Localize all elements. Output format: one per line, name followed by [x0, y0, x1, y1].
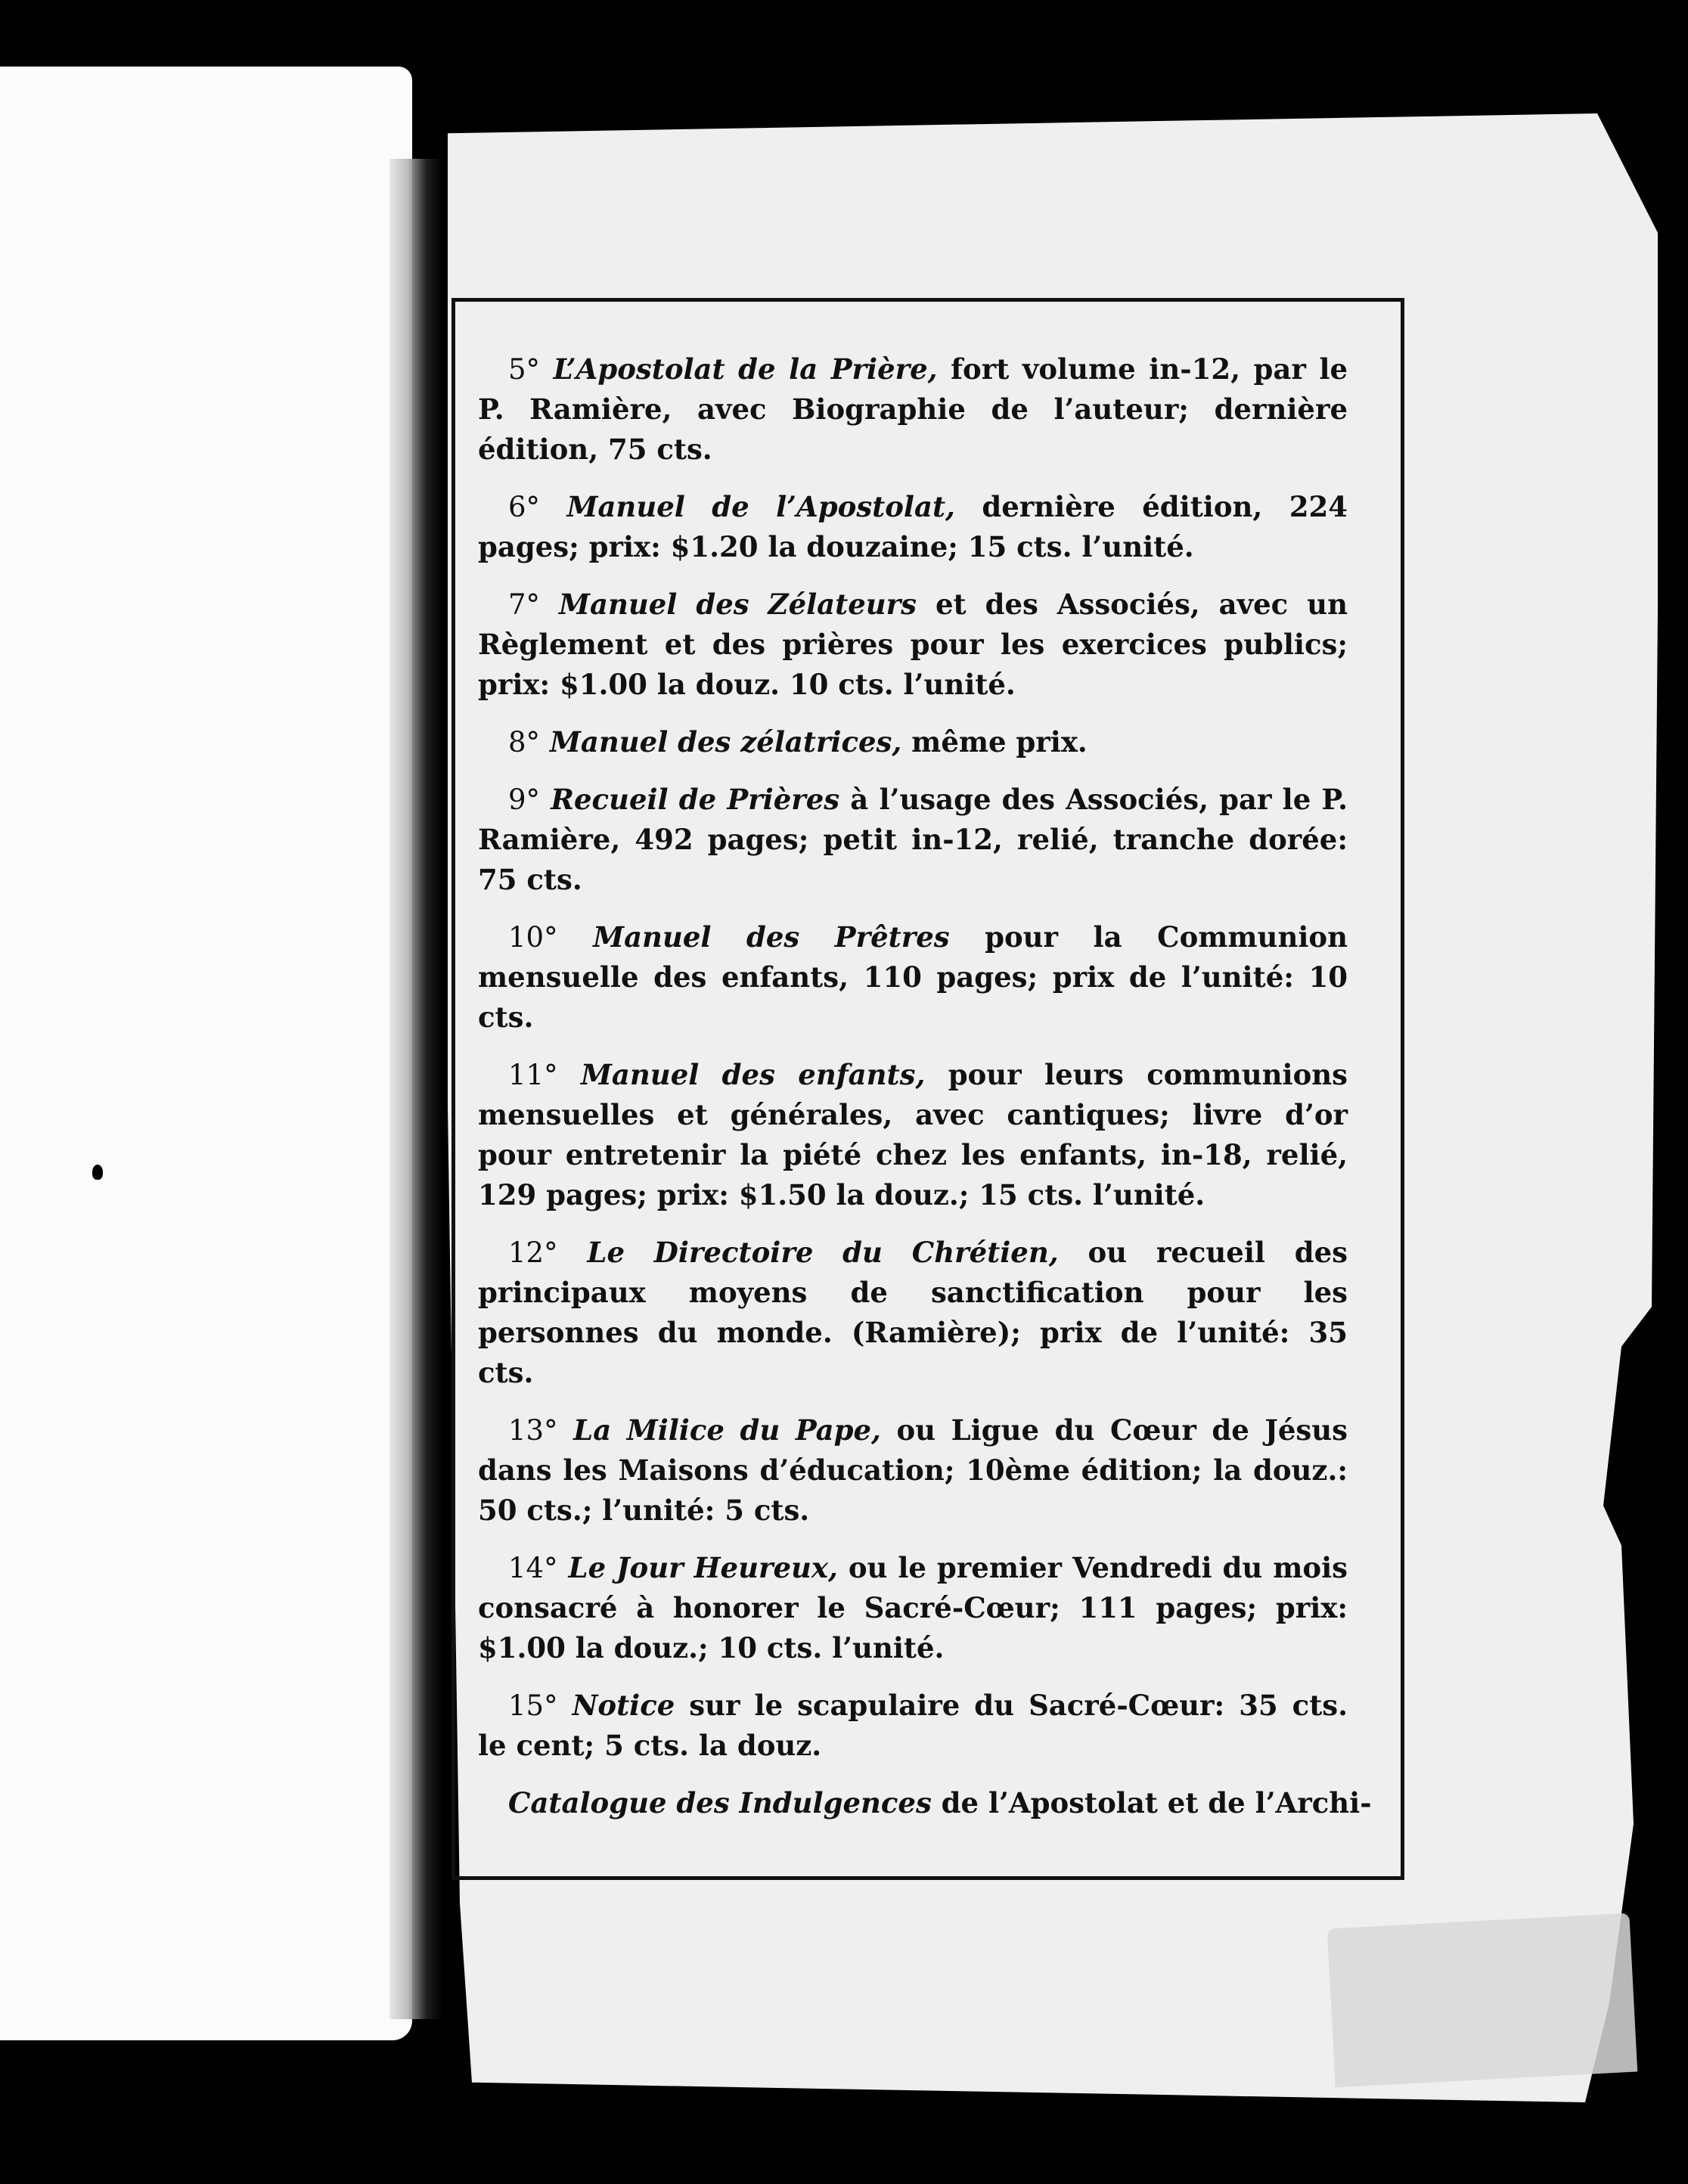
- entry-number: 5°: [508, 353, 541, 386]
- catalog-indulgences-line: [478, 1783, 1372, 1823]
- entry-title: Manuel des enfants,: [580, 1058, 926, 1091]
- entry-title: Le Directoire du Chrétien,: [587, 1236, 1059, 1269]
- entry-number: 9°: [508, 783, 541, 816]
- entry-text: ou Ligue du Cœur de Jésus dans les Maisons d’éducation; 10ème édition; la douz.: 50 cts.; l’unité: 5 cts.: [478, 1413, 1348, 1527]
- list-item: [478, 349, 1348, 470]
- entry-title: L’Apostolat de la Prière,: [553, 352, 938, 386]
- entry-number: 15°: [508, 1689, 558, 1722]
- list-item: [478, 487, 1348, 567]
- book-spine-shadow: [389, 159, 442, 2019]
- entry-text: sur le scapulaire du Sacré-Cœur: 35 cts. le cent; 5 cts. la douz.: [478, 1689, 1348, 1762]
- entry-title: Manuel des Zélateurs: [559, 588, 917, 621]
- left-page: [0, 67, 412, 2040]
- ink-spot: [92, 1165, 103, 1180]
- entry-text: dernière édition, 224 pages; prix: $1.20 la douzaine; 15 cts. l’unité.: [478, 490, 1348, 563]
- entry-title: Manuel de l’Apostolat,: [566, 490, 955, 523]
- entry-text: ou le premier Vendredi du mois consacré à honorer le Sacré-Cœur; 111 pages; prix: $1.00 la douz.; 10 cts. l’unité.: [478, 1551, 1348, 1664]
- entry-number: 8°: [508, 726, 541, 759]
- entry-title: Le Jour Heureux,: [568, 1551, 838, 1584]
- entry-text: pour la Communion mensuelle des enfants, 110 pages; prix de l’unité: 10 cts.: [478, 920, 1348, 1034]
- page-corner-tab: [1327, 1913, 1637, 2088]
- entry-title: Notice: [572, 1689, 675, 1722]
- entry-number: 10°: [508, 921, 558, 954]
- catalog-title: Catalogue des Indulgences: [508, 1786, 932, 1819]
- entry-number: 14°: [508, 1552, 558, 1584]
- entry-text: fort volume in-12, par le P. Ramière, avec Biographie de l’auteur; dernière édition, 75 cts.: [478, 352, 1348, 466]
- entry-text: ou recueil des principaux moyens de sanctification pour les personnes du monde. (Ramière); prix de l’unité: 35 cts.: [478, 1236, 1348, 1389]
- entry-title: La Milice du Pape,: [573, 1413, 881, 1447]
- list-item: [478, 722, 1348, 762]
- catalog-text: de l’Apostolat et de l’Archi-: [931, 1786, 1372, 1819]
- entry-text: et des Associés, avec un Règlement et des prières pour les exercices publics; prix: $1.00 la douz. 10 cts. l’unité.: [478, 588, 1348, 701]
- entry-number: 7°: [508, 588, 541, 621]
- entry-number: 13°: [508, 1414, 558, 1447]
- list-item: [478, 1548, 1348, 1668]
- entry-number: 6°: [508, 491, 541, 523]
- entry-text: même prix.: [901, 725, 1088, 759]
- list-item: [478, 917, 1348, 1038]
- list-item: [478, 1233, 1348, 1393]
- entry-title: Manuel des Prêtres: [593, 920, 950, 954]
- entry-text: à l’usage des Associés, par le P. Ramière, 492 pages; petit in-12, relié, tranche dorée: 75 cts.: [478, 783, 1348, 896]
- list-item: [478, 1410, 1348, 1531]
- catalog-text: [478, 349, 1372, 1851]
- entry-title: Manuel des zélatrices,: [549, 725, 902, 759]
- entry-number: 11°: [508, 1059, 558, 1091]
- entry-text: pour leurs communions mensuelles et générales, avec cantiques; livre d’or pour entretenir la piété chez les enfants, in-18, relié, 129 pages; prix: $1.50 la douz.; 15 cts. l’unité.: [478, 1058, 1348, 1211]
- list-item: [478, 1055, 1348, 1215]
- entry-title: Recueil de Prières: [551, 783, 840, 816]
- list-item: [478, 1686, 1348, 1766]
- list-item: [478, 780, 1348, 900]
- list-item: [478, 585, 1348, 705]
- entry-number: 12°: [508, 1236, 558, 1269]
